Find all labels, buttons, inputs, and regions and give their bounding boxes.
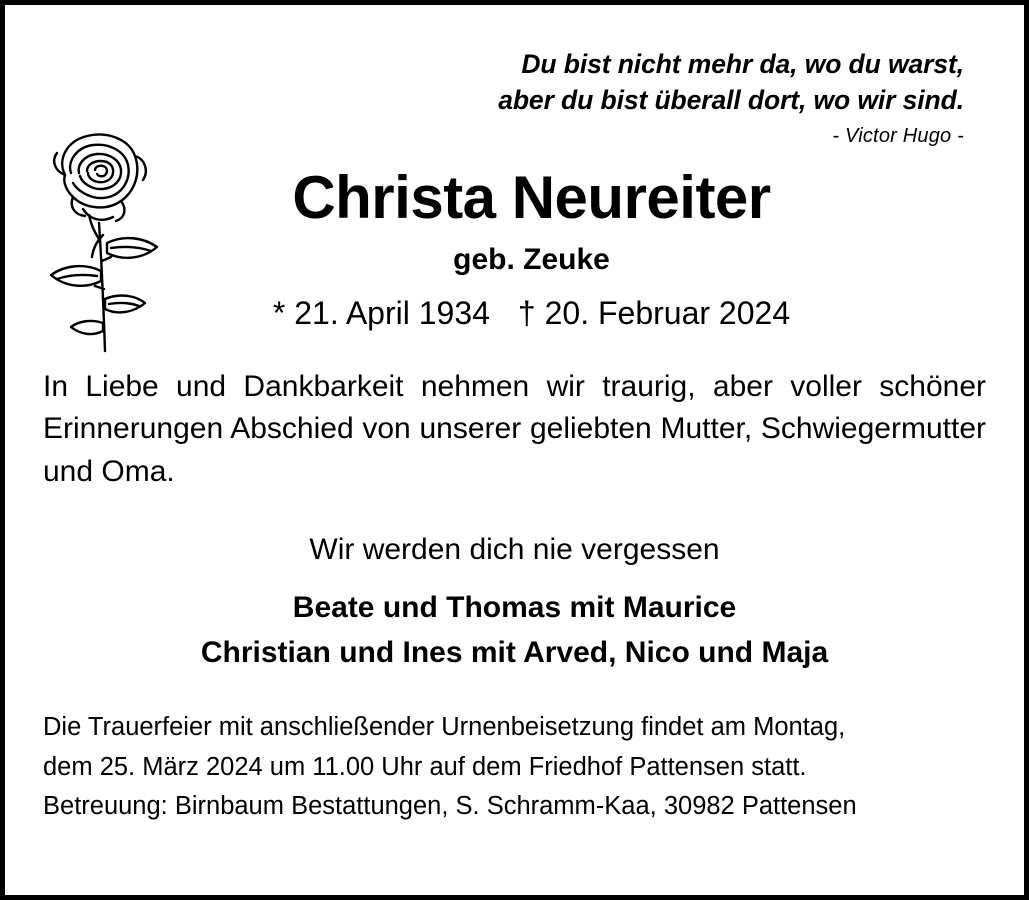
service-line-1: Die Trauerfeier mit anschließender Urnenbeisetzung findet am Montag, bbox=[43, 713, 846, 742]
funeral-home-info: Betreuung: Birnbaum Bestattungen, S. Schramm-Kaa, 30982 Pattensen bbox=[43, 791, 857, 820]
family-line-2: Christian und Ines mit Arved, Nico und Maja bbox=[200, 636, 829, 670]
birth-date: * 21. April 1934 bbox=[272, 294, 490, 331]
quote-line-2: aber du bist überall dort, wo wir sind. bbox=[498, 84, 964, 115]
deceased-name-block bbox=[43, 163, 986, 332]
obituary-inner bbox=[5, 5, 1024, 895]
service-line-2: dem 25. März 2024 um 11.00 Uhr auf dem Friedhof Pattensen statt. bbox=[43, 752, 807, 781]
deceased-maiden-name: geb. Zeuke bbox=[453, 242, 610, 276]
quote-author: - Victor Hugo - bbox=[832, 124, 964, 147]
family-names bbox=[43, 585, 986, 675]
quote-block bbox=[43, 47, 986, 148]
farewell-line: Wir werden dich nie vergessen bbox=[309, 533, 720, 567]
memorial-paragraph: In Liebe und Dankbarkeit nehmen wir traurig, aber voller schöner Erinnerungen Abschied von unserer geliebten Mutter, Schwiegermutter und Oma. bbox=[43, 369, 986, 488]
deceased-dates bbox=[77, 295, 986, 332]
quote-line-1: Du bist nicht mehr da, wo du warst, bbox=[521, 49, 964, 79]
rose-illustration-icon bbox=[37, 123, 167, 358]
death-date: † 20. Februar 2024 bbox=[517, 294, 791, 331]
deceased-name: Christa Neureiter bbox=[292, 163, 771, 231]
family-line-1: Beate und Thomas mit Maurice bbox=[292, 591, 737, 625]
service-details bbox=[43, 709, 986, 825]
